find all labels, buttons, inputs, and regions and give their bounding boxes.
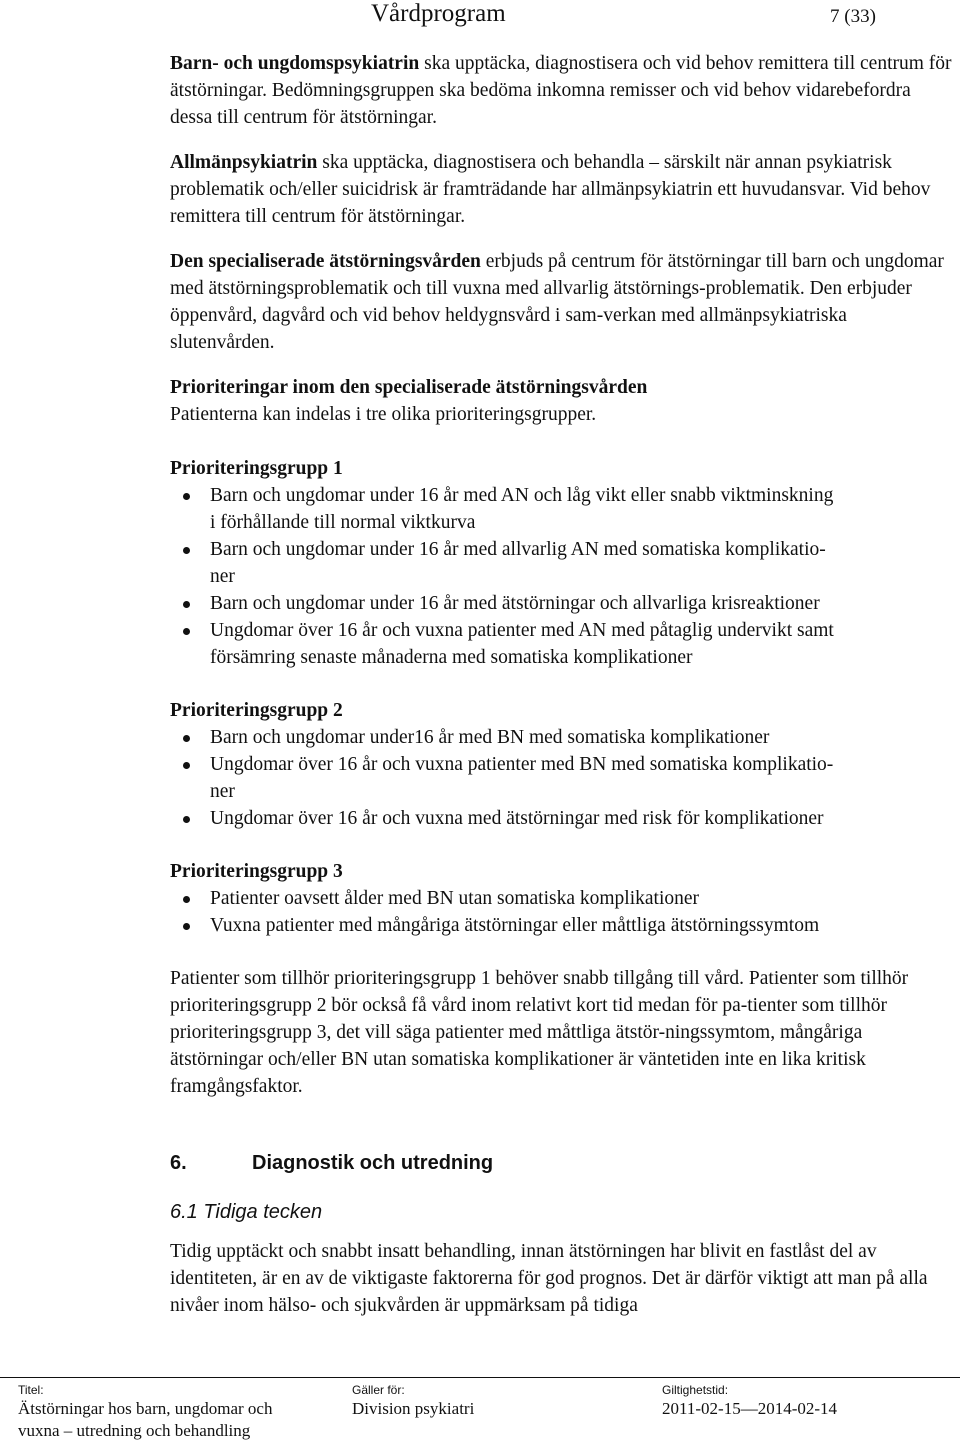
paragraph-allmanpsykiatri (170, 149, 952, 230)
bullet-list (170, 885, 952, 939)
paragraph-bup (170, 50, 952, 131)
footer-label: Titel: (18, 1383, 44, 1397)
footer-value: Ätstörningar hos barn, ungdomar och (18, 1399, 273, 1418)
list-item: Patienter oavsett ålder med BN utan somatiska komplikationer (170, 885, 952, 912)
footer-label: Gäller för: (352, 1383, 405, 1397)
footer-label: Giltighetstid: (662, 1383, 729, 1397)
bullet-icon (183, 547, 190, 554)
footer-value: 2011-02-15—2014-02-14 (662, 1399, 838, 1418)
term-allmanpsykiatrin: Allmänpsykiatrin (170, 152, 318, 173)
list-item: Ungdomar över 16 år och vuxna patienter med AN med påtaglig undervikt samt försämring senaste månaderna med somatiska komplikationer (170, 617, 952, 671)
paragraph-text: Patienterna kan indelas i tre olika prioriteringsgrupper. (170, 404, 597, 425)
bullet-icon (183, 762, 190, 769)
bullet-icon (183, 923, 190, 930)
subsection-heading: 6.1 Tidiga tecken (170, 1201, 323, 1223)
group-title: Prioriteringsgrupp 1 (170, 458, 343, 479)
list-item: Barn och ungdomar under 16 år med ätstörningar och allvarliga krisreaktioner (170, 590, 952, 617)
list-item: Barn och ungdomar under 16 år med AN och låg vikt eller snabb viktminskning i förhållande till normal viktkurva (170, 482, 952, 536)
document-body (170, 50, 952, 1319)
list-item: Ungdomar över 16 år och vuxna patienter med BN med somatiska komplikatio- ner (170, 751, 952, 805)
list-item: Barn och ungdomar under 16 år med allvarlig AN med somatiska komplikatio- ner (170, 536, 952, 590)
term-bup: Barn- och ungdomspsykiatrin (170, 53, 420, 74)
group-title: Prioriteringsgrupp 3 (170, 861, 343, 882)
paragraph-text: ska upptäcka, diagnostisera och behandla – särskilt när annan psykiatrisk problematik och/eller suicidrisk är framträdande har allmänpsykiatrin ett huvudansvar. Vid behov remittera till centrum för ätstörningar. (170, 152, 931, 227)
list-item: Vuxna patienter med mångåriga ätstörningar eller måttliga ätstörningssymtom (170, 912, 952, 939)
paragraph-prioriteringar (170, 374, 952, 428)
footer-validity (662, 1382, 837, 1420)
footer-title (18, 1382, 272, 1442)
section-heading (170, 1150, 952, 1177)
bullet-list (170, 482, 952, 671)
priority-group-2 (170, 697, 952, 832)
priority-group-3 (170, 858, 952, 939)
bullet-icon (183, 628, 190, 635)
paragraph-tidiga-tecken: Tidig upptäckt och snabbt insatt behandling, innan ätstörningen har blivit en fastlåst del av identiteten, är en av de viktigaste faktorerna för god prognos. Det är därför viktigt att man på alla nivåer inom hälso- och sjukvården är uppmärksam på tidiga (170, 1241, 928, 1316)
bullet-icon (183, 896, 190, 903)
bullet-icon (183, 816, 190, 823)
paragraph-text: erbjuds på centrum för ätstörningar till barn och ungdomar med ätstörningsproblematik och till vuxna med allvarlig ätstörnings-problematik. Den erbjuder öppenvård, dagvård och vid behov heldygnsvård i sam-verkan med allmänpsykiatriska slutenvården. (170, 251, 944, 353)
list-item: Ungdomar över 16 år och vuxna med ätstörningar med risk för komplikationer (170, 805, 952, 832)
paragraph-summary: Patienter som tillhör prioriteringsgrupp 1 behöver snabb tillgång till vård. Patienter som tillhör prioriteringsgrupp 2 bör också få vård inom relativt kort tid medan för pa-tienter som tillhör prioriteringsgrupp 3, det vill säga patienter med måttliga ätstör-ningssymtom, mångåriga ätstörningar och/eller BN utan somatiska komplikationer är väntetiden inte en lika kritisk framgångsfaktor. (170, 968, 909, 1097)
group-title: Prioriteringsgrupp 2 (170, 700, 343, 721)
page-number: 7 (33) (830, 6, 876, 27)
footer-scope (352, 1382, 474, 1420)
heading-prioriteringar: Prioriteringar inom den specialiserade ätstörningsvården (170, 377, 648, 398)
paragraph-text: ska upptäcka, diagnostisera och vid behov remittera till centrum för ätstörningar. Bedömningsgruppen ska bedöma inkomna remisser och vid behov vidarebefordra dessa till centrum för ätstörningar. (170, 53, 952, 128)
section-title: Diagnostik och utredning (252, 1152, 494, 1174)
bullet-icon (183, 493, 190, 500)
priority-group-1 (170, 455, 952, 671)
bullet-icon (183, 601, 190, 608)
bullet-icon (183, 735, 190, 742)
footer-value: Division psykiatri (352, 1399, 475, 1418)
list-item: Barn och ungdomar under16 år med BN med somatiska komplikationer (170, 724, 952, 751)
term-specialiserad-vard: Den specialiserade ätstörningsvården (170, 251, 481, 272)
paragraph-specialiserad-vard (170, 248, 952, 356)
footer-divider (0, 1377, 960, 1378)
section-number: 6. (170, 1152, 187, 1174)
header-title: Vårdprogram (371, 0, 506, 27)
bullet-list (170, 724, 952, 832)
footer-value: vuxna – utredning och behandling (18, 1421, 251, 1440)
